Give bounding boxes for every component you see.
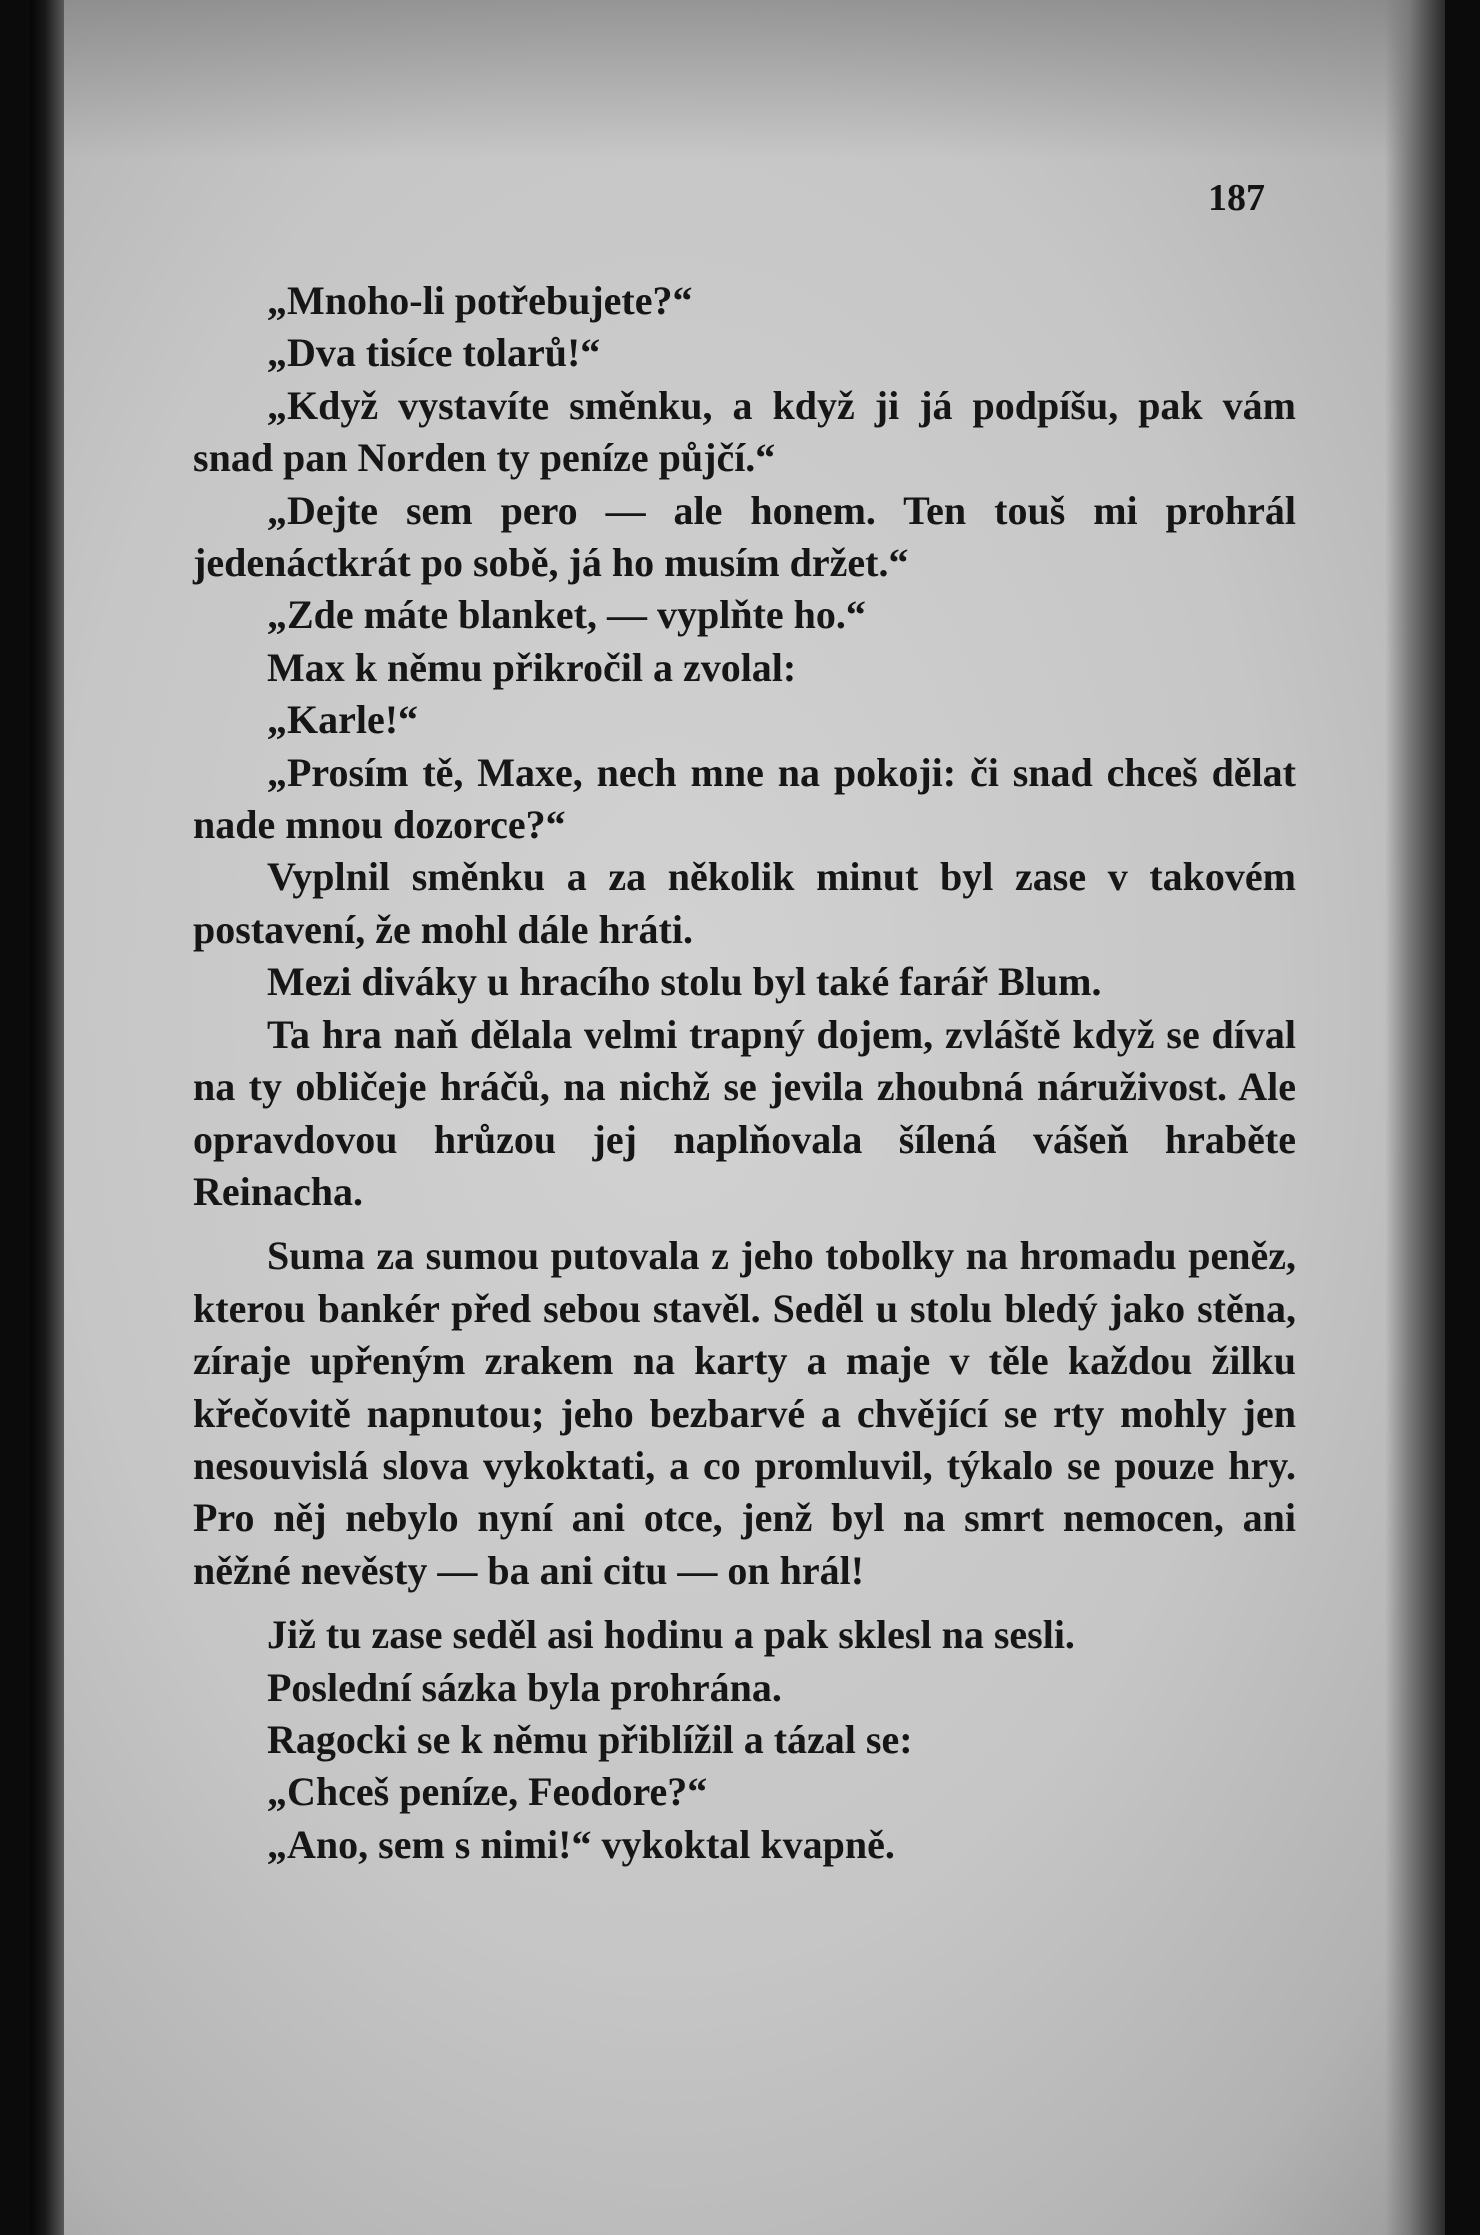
paragraph: Poslední sázka byla prohrána. — [267, 1664, 782, 1710]
book-page — [30, 0, 1445, 2235]
paragraph: „Prosím tě, Maxe, nech mne na pokoji: či snad chceš dělat nade mnou dozorce?“ — [193, 749, 1296, 848]
paragraph: „Mnoho-li potřebujete?“ — [267, 278, 693, 323]
paragraph: „Zde máte blanket, — vyplňte ho.“ — [267, 592, 866, 638]
paragraph: Suma za sumou putovala z jeho tobolky na hromadu peněz, kterou bankér před sebou stavěl. Seděl u stolu bledý jako stěna, zíraje upřeným zrakem na karty a maje v těle každou žilku křečovitě napnutou; jeho bezbarvé a chvějící se rty mohly jen nesouvislá slova vykoktati, a co promluvil, týkalo se pouze hry. Pro něj nebylo nyní ani otce, jenž byl na smrt nemocen, ani něžné nevěsty — ba ani citu — on hrál! — [193, 1233, 1296, 1593]
page-gutter-shadow — [30, 0, 64, 2235]
paragraph: Max k němu přikročil a zvolal: — [267, 644, 797, 690]
paragraph: „Když vystavíte směnku, a když ji já podpíšu, pak vám snad pan Norden ty peníze půjčí.“ — [193, 382, 1296, 481]
paragraph: Ragocki se k němu přiblížil a tázal se: — [267, 1716, 913, 1762]
paragraph: „Dejte sem pero — ale honem. Ten touš mi prohrál jedenáctkrát po sobě, já ho musím držet.“ — [193, 487, 1296, 586]
paragraph: „Ano, sem s nimi!“ vykoktal kvapně. — [267, 1821, 895, 1867]
page-body-text — [193, 275, 1296, 1871]
paragraph: Vyplnil směnku a za několik minut byl zase v takovém postavení, že mohl dále hráti. — [193, 854, 1296, 952]
paragraph: „Dva tisíce tolarů!“ — [267, 330, 601, 376]
paragraph: Ta hra naň dělala velmi trapný dojem, zvláště když se díval na ty obličeje hráčů, na nichž se jevila zhoubná náruživost. Ale opravdovou hrůzou jej naplňovala šílená vášeň hraběte Reinacha. — [193, 1011, 1296, 1214]
page-top-shadow — [30, 0, 1445, 160]
paragraph: Mezi diváky u hracího stolu byl také farář Blum. — [267, 959, 1102, 1005]
paragraph: „Chceš peníze, Feodore?“ — [267, 1769, 708, 1815]
page-number: 187 — [1208, 177, 1265, 219]
paragraph: Již tu zase seděl asi hodinu a pak sklesl na sesli. — [267, 1612, 1075, 1658]
paragraph: „Karle!“ — [267, 697, 419, 743]
page-right-edge-shadow — [1385, 0, 1445, 2235]
